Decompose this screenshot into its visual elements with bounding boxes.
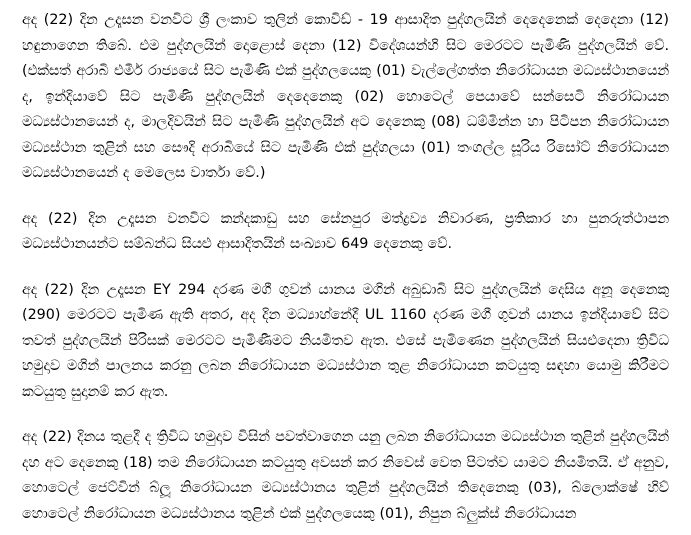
paragraph-3: අද (22) දින උදෑසන EY 294 දරණ මගී ගුවන් යානය මගින් අබුඩාබි සිට පුද්ගලයින් දෙසිය අනූ දෙනෙකු (290) මෙරටට පැමිණ ඇති අතර, අද දින මධ්‍යාහ්නේදී UL 1160 දරණ මගී ගුවන් යානය ඉන්දියාවේ සිට තවත් පුද්ගලයින් පිරිසක් මෙරටට පැමිණීමට නියමිතව ඇත. එසේ පැමිණෙන පුද්ගලයින් සියළුදෙනා ත්‍රිවිධ හමුදාව මගින් පාලනය කරනු ලබන නිරෝධායන මධ්‍යස්ථාන තුළ නිරෝධායන කටයුතු සඳහා යොමු කිරීමට කටයුතු සුදානම් කර ඇත. [22, 281, 669, 400]
paragraph-4: අද (22) දිනය තුළදී ද ත්‍රිවිධ හමුදාව විසින් පවත්වාගෙන යනු ලබන නිරෝධායන මධ්‍යස්ථාන තුළින් පුද්ගලයින් දහ අට දෙනෙකු (18) තම නිරෝධායන කටයුතු අවසන් කර නිවෙස් වෙත පිටත්ව යාමට නියමිතයි. ඒ අනුව, හොටෙල් ජෙට්වින් බ්ලූ නිරෝධායන මධ්‍යස්ථානය තුළින් පුද්ගලයින් තිදෙනෙකු (03), බ්ලොක්ෂේ හිව් හොටෙල් නිරෝධායන මධ්‍යස්ථානය තුළින් එක් පුද්ගලයෙකු (01), නිපුන බ්ලුක්ස් නිරෝධායන [22, 429, 669, 522]
paragraph-1: අද (22) දින උදෑසන වනවිට ශ්‍රී ලංකාව තුලින් කොවිඩ් - 19 ආසාදිත පුද්ගලයින් දෙදෙනෙක් දෙදෙනා (12) හඳුනාගෙන තිබේ. එම පුද්ගලයින් දොළොස් දෙනා (12) විදේශයන්හි සිට මෙරටට පැමිණි පුද්ගලයින් වේ. (එක්සත් අරාබි එමීර් රාජ්‍යයේ සිට පැමිණි එක් පුද්ගලයෙකු (01) වැල්ලේගත්ත නිරෝධායන මධ්‍යස්ථානයෙන් ද, ඉන්දියාවේ සිට පැමිණි පුද්ගලයින් දෙදෙනෙකු (02) හොටෙල් පෙයාවේ සන්සෙටි නිරෝධායන මධ්‍යස්ථානයෙන් ද, මාලදිවයින් සිට පැමිණි පුද්ගලයින් අට දෙනෙකු (08) ධම්මින්න හා පිටිපන නිරෝධායන මධ්‍යස්ථාන තුළින් සහ සෞදි අරාබියේ සිට පැමිණි එක් පුද්ගලයා (01) තංගල්ල සූරිය රිසෝට් නිරෝධායන මධ්‍යස්ථානයෙන් ද මෙලෙස වාර්තා වේ.) [22, 12, 670, 181]
paragraph-2: අද (22) දින උදෑසන වනවිට කන්දකාඩු සහ සේනපුර මත්ද්‍රව්‍ය නිවාරණ, ප්‍රතිකාර හා පුනරුත්ථාපන මධ්‍යස්ථානයන්ට සම්බන්ධ සියළු ආසාදිතයින් සංඛ්‍යාව 649 දෙනෙකු වේ. [22, 210, 669, 252]
